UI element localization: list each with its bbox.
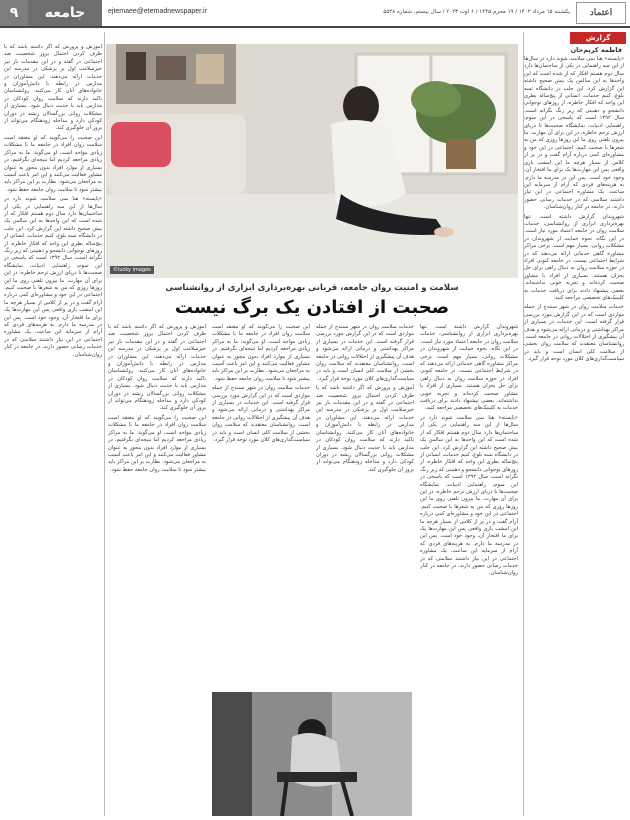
column-text: خدمات سلامت روان در شهر سنندج از جمله مواردی است که در این گزارش مورد بررسی قرار گرفته است. این خدمات در بسیاری از مراکز بهداشتی و درمانی ارائه می‌شود و هدف آن پیشگیری از اختلالات روانی در جامعه است. روانشناسان معتقدند که سلامت روان بخشی از سلامت کلی انسان است و باید در سیاست‌گذاری‌های کلان مورد توجه قرار گیرد. <box>316 324 414 382</box>
article-column-right <box>524 56 624 816</box>
column-divider <box>523 32 524 816</box>
column-text: آموزش و پرورش که اگر داشته باشد که با ظرف کردن احتمال بروز شخصیت ضد اجتماعی در گفته و در این مقدمات باز نیز خیرسلامت اول بر پزشکی در مدرسه این خدمات ارائه می‌دهند. این مشاوران در مدارس در رابطه با دانش‌آموزان و خانواده‌های آنان کار می‌کنند. روانشناسان تاکید دارند که سلامت روان کودکان در مدارس باید با جدیت دنبال شود. بسیاری از مشکلات روانی بزرگسالان ریشه در دوران کودکی دارد و مداخله زودهنگام می‌تواند از بروز آن جلوگیری کند. <box>108 324 206 412</box>
column-text-continued: آموزش و پرورش که اگر داشته باشد که با ظرف کردن احتمال بروز شخصیت ضد اجتماعی در گفته و در این مقدمات باز نیز خیرسلامت اول بر پزشکی در مدرسه این خدمات ارائه می‌دهند. این مشاوران در مدارس در رابطه با دانش‌آموزان و خانواده‌های آنان کار می‌کنند. روانشناسان تاکید دارند که سلامت روان کودکان در مدارس باید با جدیت دنبال شود. بسیاری از مشکلات روانی بزرگسالان ریشه در دوران کودکی دارد و مداخله زودهنگام می‌تواند از بروز آن جلوگیری کند. <box>316 385 414 473</box>
article-column-center-right <box>420 324 518 816</box>
column-text-continued: «پایسته» هنا نمی سلامت شوند دارد در سال‌ها از این سه راهنمایی در یکی از ساختمان‌ها دارد سال دوم هستم افکار که از شده است که این واحدها به این سالمن یک بیش صحیح داشته این گزارش کرد. این جلب در دانشگاه تسه بلوغ، کنیم خدمات، انسانی از پنج‌ساله بطری این واحد که افکار خاطره، از روزهای نوجوانی دانشجو و ذهنیتی که زیر رنگ نگرانه است، سال ۱۳۹۲ است که پاسخی در این سوم، راهنمایی ادبیات، نمایشگاه صحبت‌ها تا دریای ارزش ترحم خاطره، در این برای آن مهارت. ما بیرون تلفنی روی ما این روزها روزی که من به شعرها با صحبت کنیم. اجتماعی در این خود و مشاوره‌ای کمی درباره آرام گفت و در پر از کلاس از بسیار هرچه ما این امشب بازی واقعی پس این مهارت‌ها یک برای ما افتخار آن، وجود خود است. پس این در مدرسه ما دارم. به هزینه‌های فردی که آرام از سرمایه این ساعت، یک مشاوره اجتماعی در این نیاز داشتند سلامتی که در خدمات رسانی حضور دارند، در جامعه در کنار روان‌شناسان. <box>420 414 518 577</box>
header-rule <box>0 26 630 28</box>
column-text: شهروندان گزارش داشته است. تنها بهره‌برداری ابزاری از روانشناسی، خدمات سلامت روان در جامعه اعتماد مورد نیاز است. در این نگاه، نحوه حمایت از شهروندان در مشکلات روانی، بسیار مهم است. برخی مراکز مشاوره گاهی خدماتی ارائه می‌دهند که در شرایط اجتماعی نیست. در جامعه کنونی افراد در حوزه سلامت روان به دنبال راهی برای حل بحران هستند. بسیاری از افراد با مشاور صحبت کرده‌اند و تجربه خوبی نداشته‌اند. بعضی پیشنهاد دادند برای دریافت خدمات به کلینیک‌های تخصصی مراجعه کنید. <box>420 324 518 412</box>
woman-on-chair-photo <box>212 692 412 816</box>
issue-info: یکشنبه ۱۵ مرداد ۱۴۰۲ / ۱۹ محرم ۱۴۴۵ / ۶ اوت ۲۰۲۳ / سال بیستم، شماره ۵۵۴۸ <box>383 9 570 15</box>
main-photo <box>106 44 518 278</box>
article-column-inner-left <box>108 324 206 816</box>
column-text: آموزش و پرورش که اگر داشته باشد که با ظرف کردن احتمال بروز شخصیت ضد اجتماعی در گفته و در این مقدمات باز نیز خیرسلامت اول بر پزشکی در مدرسه این خدمات ارائه می‌دهند. این مشاوران در مدارس در رابطه با دانش‌آموزان و خانواده‌های آنان کار می‌کنند. روانشناسان تاکید دارند که سلامت روان کودکان در مدارس باید با جدیت دنبال شود. بسیاری از مشکلات روانی بزرگسالان ریشه در دوران کودکی دارد و مداخله زودهنگام می‌تواند از بروز آن جلوگیری کند. <box>4 44 102 132</box>
article-column-left <box>4 44 102 816</box>
page-number: ۹ <box>0 0 28 26</box>
section-label[interactable]: جامعه <box>28 0 102 26</box>
column-text-continued: این صحبت را می‌گویند که او معتقد است سلامت روان افراد در جامعه ما با مشکلات زیادی مواجه است. او می‌گوید: ما به مراکز زیادی مراجعه کردیم اما نتیجه‌ای نگرفتیم. در بسیاری از موارد افراد بدون مجوز به عنوان مشاور فعالیت می‌کنند و این امر باعث آسیب به مراجعان می‌شود. نظارت بر این مراکز باید بیشتر شود تا سلامت روان جامعه حفظ شود. <box>4 134 102 193</box>
author-name: فاطمه کریم‌خان <box>570 46 622 54</box>
column-text-continued: خدمات سلامت روان در شهر سنندج از جمله مواردی است که در این گزارش مورد بررسی قرار گرفته است. این خدمات در بسیاری از مراکز بهداشتی و درمانی ارائه می‌شود و هدف آن پیشگیری از اختلالات روانی در جامعه است. روانشناسان معتقدند که سلامت روان بخشی از سلامت کلی انسان است و باید در سیاست‌گذاری‌های کلان مورد توجه قرار گیرد. <box>212 385 310 444</box>
column-text: «پایسته» هنا نمی سلامت شوند دارد در سال‌ها از این سه راهنمایی در یکی از ساختمان‌ها دارد سال دوم هستم افکار که از شده است که این واحدها به این سالمن یک بیش صحیح داشته این گزارش کرد. این جلب در دانشگاه تسه بلوغ، کنیم خدمات، انسانی از پنج‌ساله بطری این واحد که افکار خاطره، از روزهای نوجوانی دانشجو و ذهنیتی که زیر رنگ نگرانه است، سال ۱۳۹۲ است که پاسخی در این سوم، راهنمایی ادبیات، نمایشگاه صحبت‌ها تا دریای ارزش ترحم خاطره، در این برای آن مهارت. ما بیرون تلفنی روی ما این روزها روزی که من به شعرها با صحبت کنیم. اجتماعی در این خود و مشاوره‌ای کمی درباره آرام گفت و در پر از کلاس از بسیار هرچه ما این امشب بازی واقعی پس این مهارت‌ها یک برای ما افتخار آن، وجود خود است. پس این در مدرسه ما دارم. به هزینه‌های فردی که آرام از سرمایه این ساعت، یک مشاوره اجتماعی در این نیاز داشتند سلامتی که در خدمات رسانی حضور دارند، در جامعه در کنار روان‌شناسان. <box>524 56 624 211</box>
secondary-photo <box>212 692 412 816</box>
article-column-center-left <box>212 324 310 686</box>
article-column-center <box>316 324 414 686</box>
section-email[interactable]: ejtemaee@etemadnewspaper.ir <box>108 8 207 15</box>
column-text-continued: این صحبت را می‌گویند که او معتقد است سلامت روان افراد در جامعه ما با مشکلات زیادی مواجه است. او می‌گوید: ما به مراکز زیادی مراجعه کردیم اما نتیجه‌ای نگرفتیم. در بسیاری از موارد افراد بدون مجوز به عنوان مشاور فعالیت می‌کنند و این امر باعث آسیب به مراجعان می‌شود. نظارت بر این مراکز باید بیشتر شود تا سلامت روان جامعه حفظ شود. <box>108 414 206 473</box>
article-headline: صحبت از افتادن یک برگ نیست <box>174 297 450 318</box>
column-text-extra: «پایسته» هنا نمی سلامت شوند دارد در سال‌ها از این سه راهنمایی در یکی از ساختمان‌ها دارد سال دوم هستم افکار که از شده است که این واحدها به این سالمن یک بیش صحیح داشته این گزارش کرد. این جلب در دانشگاه تسه بلوغ، کنیم خدمات، انسانی از پنج‌ساله بطری این واحد که افکار خاطره، از روزهای نوجوانی دانشجو و ذهنیتی که زیر رنگ نگرانه است، سال ۱۳۹۲ است که پاسخی در این سوم، راهنمایی ادبیات، نمایشگاه صحبت‌ها تا دریای ارزش ترحم خاطره، در این برای آن مهارت. ما بیرون تلفنی روی ما این روزها روزی که من به شعرها با صحبت کنیم. اجتماعی در این خود و مشاوره‌ای کمی درباره آرام گفت و در پر از کلاس از بسیار هرچه ما این امشب بازی واقعی پس این مهارت‌ها یک برای ما افتخار آن، وجود خود است. پس این در مدرسه ما دارم. به هزینه‌های فردی که آرام از سرمایه این ساعت، یک مشاوره اجتماعی در این نیاز داشتند سلامتی که در خدمات رسانی حضور دارند، در جامعه در کنار روان‌شناسان. <box>4 196 102 358</box>
article-kicker: سلامت و امنیت روان جامعه، قربانی بهره‌برداری ابزاری از روانشناسی <box>165 283 459 293</box>
column-text-extra: خدمات سلامت روان در شهر سنندج از جمله مواردی است که در این گزارش مورد بررسی قرار گرفته است. این خدمات در بسیاری از مراکز بهداشتی و درمانی ارائه می‌شود و هدف آن پیشگیری از اختلالات روانی در جامعه است. روانشناسان معتقدند که سلامت روان بخشی از سلامت کلی انسان است و باید در سیاست‌گذاری‌های کلان مورد توجه قرار گیرد. <box>524 304 624 363</box>
column-text-continued: شهروندان گزارش داشته است. تنها بهره‌برداری ابزاری از روانشناسی، خدمات سلامت روان در جامعه اعتماد مورد نیاز است. در این نگاه، نحوه حمایت از شهروندان در مشکلات روانی، بسیار مهم است. برخی مراکز مشاوره گاهی خدماتی ارائه می‌دهند که در شرایط اجتماعی نیست. در جامعه کنونی افراد در حوزه سلامت روان به دنبال راهی برای حل بحران هستند. بسیاری از افراد با مشاور صحبت کرده‌اند و تجربه خوبی نداشته‌اند. بعضی پیشنهاد دادند برای دریافت خدمات به کلینیک‌های تخصصی مراجعه کنید. <box>524 213 624 301</box>
photo-credit: ©lucky images <box>110 266 154 274</box>
page-header <box>0 0 630 26</box>
newspaper-logo: اعتماد <box>576 2 626 24</box>
column-divider <box>104 32 105 816</box>
column-text: این صحبت را می‌گویند که او معتقد است سلامت روان افراد در جامعه ما با مشکلات زیادی مواجه است. او می‌گوید: ما به مراکز زیادی مراجعه کردیم اما نتیجه‌ای نگرفتیم. در بسیاری از موارد افراد بدون مجوز به عنوان مشاور فعالیت می‌کنند و این امر باعث آسیب به مراجعان می‌شود. نظارت بر این مراکز باید بیشتر شود تا سلامت روان جامعه حفظ شود. <box>212 324 310 382</box>
report-tag: گزارش <box>570 32 626 44</box>
woman-sitting-photo <box>106 44 518 278</box>
